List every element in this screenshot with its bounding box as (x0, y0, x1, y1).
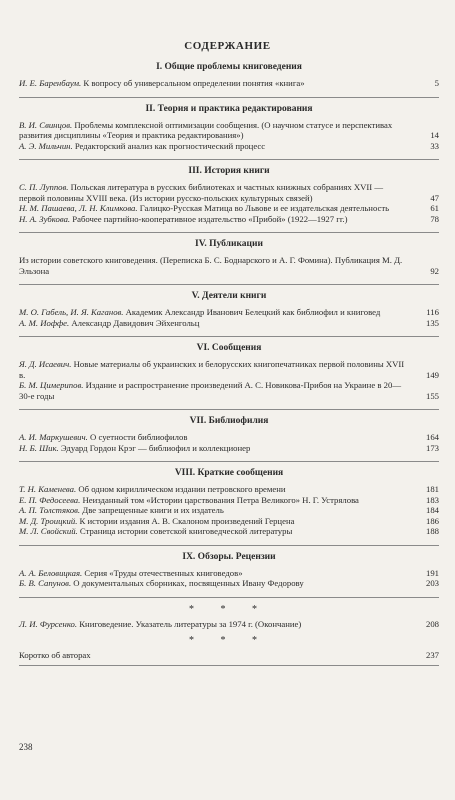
entry-title: Проблемы комплексной оптимизации сообщения. (О научном статусе и перспективах развития дисциплины «Теория и практика редактирования») (19, 119, 393, 140)
toc-entry (19, 432, 439, 443)
entry-page: 203 (425, 578, 439, 588)
entry-page: 92 (430, 265, 439, 276)
entry-text (19, 255, 411, 276)
toc-section (19, 166, 439, 224)
entry-title: Серия «Труды отечественных книговедов» (82, 567, 243, 578)
entry-author: И. Е. Баренбаум. (19, 78, 82, 88)
section-divider (19, 597, 439, 598)
entry-page: 188 (425, 526, 439, 536)
entry-text (19, 214, 411, 225)
entry-text (19, 505, 411, 516)
entry-text (19, 380, 411, 401)
entry-text (19, 650, 411, 661)
entry-author: Е. П. Федосеева. (19, 494, 81, 505)
entry-author: Л. И. Фурсенко. (19, 618, 78, 629)
entry-text (19, 359, 411, 380)
entry-page: 78 (430, 213, 439, 224)
entry-title: Эдуард Гордон Крэг — библиофил и коллекционер (58, 442, 251, 453)
entry-author: М. Д. Троицкий. (19, 515, 78, 526)
entry-title: Новые материалы об украинских и белорусских книгопечатниках первой половины XVII в. (19, 359, 405, 380)
toc-entry (19, 516, 439, 527)
section-divider (19, 159, 439, 160)
entry-page: 61 (430, 203, 439, 213)
entry-title: Галицко-Русская Матица во Львове и ее издательская деятельность (137, 203, 390, 213)
page-title: СОДЕРЖАНИЕ (184, 40, 271, 52)
section-heading: III. История книги (188, 166, 270, 176)
entry-text (19, 307, 411, 318)
toc-entry (19, 120, 439, 141)
toc-section (19, 343, 439, 401)
toc-entry (19, 650, 439, 661)
entry-page: 155 (425, 390, 439, 401)
toc-entry (19, 568, 439, 579)
entry-author: А. Э. Мильчин. (19, 140, 73, 151)
page-number: 238 (19, 742, 33, 752)
entry-text (19, 526, 411, 537)
toc-section (19, 239, 439, 276)
entry-text (19, 619, 411, 630)
entry-text (19, 443, 411, 454)
entry-title: К истории издания А. В. Скалоном произведений Герцена (77, 515, 295, 526)
entry-title: Страница истории советской книговедческой литературы (77, 526, 293, 536)
toc-entry (19, 578, 439, 589)
entry-page: 116 (426, 307, 439, 317)
toc-entry (19, 182, 439, 203)
entry-page: 183 (425, 494, 439, 505)
entry-title: Две запрещенные книги и их издатель (80, 505, 224, 515)
entry-text (19, 318, 411, 329)
entry-text (19, 578, 411, 589)
entry-text (19, 120, 411, 141)
section-heading: IX. Обзоры. Рецензии (182, 551, 276, 562)
entry-title: Неизданный том «Истории царствования Петра Великого» Н. Г. Устрялова (80, 494, 359, 505)
entry-text (19, 182, 411, 203)
section-heading: IV. Публикации (195, 239, 263, 249)
entry-title: Польская литература в русских библиотеках и частных книжных собраниях XVII — первой половины XVIII века. (Из истории русско-польских культурных связей) (19, 182, 384, 203)
entry-page: 173 (425, 442, 439, 453)
entry-author: М. О. Габель, И. Я. Каганов. (19, 307, 124, 317)
toc-list (19, 62, 439, 672)
section-heading: VII. Библиофилия (189, 416, 269, 426)
entry-text (19, 141, 411, 152)
separator-stars: * * * (189, 635, 269, 646)
entry-author: А. А. Беловицкая. (19, 567, 83, 578)
entry-text (19, 568, 411, 579)
toc-entry (19, 255, 439, 276)
entry-text (19, 203, 411, 214)
entry-text (19, 484, 411, 495)
entry-author: Я. Д. Исаевич. (19, 359, 72, 369)
section-divider (19, 545, 439, 546)
entry-text (19, 78, 411, 89)
entry-title: Из истории советского книговедения. (Переписка Б. С. Боднарского и А. Г. Фомина). Публикация М. Д. Эльзона (19, 255, 403, 276)
entry-page: 186 (425, 515, 439, 526)
section-heading: II. Теория и практика редактирования (145, 103, 313, 114)
entry-author: А. И. Маркушевич. (19, 432, 88, 442)
entry-page: 33 (430, 140, 439, 151)
toc-entry (19, 203, 439, 214)
toc-entry (19, 619, 439, 630)
entry-text (19, 495, 411, 506)
entry-author: А. П. Толстяков. (19, 505, 81, 515)
toc-entry (19, 78, 439, 89)
entry-author: Н. Б. Шик. (19, 442, 59, 453)
section-heading: VIII. Краткие сообщения (174, 468, 284, 478)
entry-title: Коротко об авторах (19, 650, 91, 660)
entry-page: 135 (425, 317, 439, 328)
toc-section (19, 291, 439, 328)
entry-title: О документальных сборниках, посвященных Ивану Федорову (71, 578, 304, 588)
entry-title: О суетности библиофилов (87, 432, 188, 442)
entry-title: Редакторский анализ как прогностический процесс (72, 140, 266, 151)
section-heading: V. Деятели книги (191, 291, 267, 301)
toc-entry (19, 505, 439, 516)
toc-entry (19, 526, 439, 537)
entry-text (19, 516, 411, 527)
entry-title: Рабочее партийно-кооперативное издательство «Прибой» (1922—1927 гг.) (70, 213, 348, 224)
entry-author: Б. М. Цимерипов. (19, 380, 84, 390)
entry-title: Александр Давидович Эйхенгольц (69, 317, 200, 328)
entry-author: Н. А. Зубкова. (19, 213, 71, 224)
entry-author: Н. М. Пашаева, Л. Н. Климкова. (19, 203, 138, 213)
entry-author: Б. В. Сапунов. (19, 578, 72, 588)
toc-entry (19, 380, 439, 401)
toc-section (19, 468, 439, 537)
section-divider (19, 461, 439, 462)
toc-entry (19, 359, 439, 380)
toc-section (19, 552, 439, 589)
entry-author: В. И. Свинцов. (19, 119, 73, 130)
entry-page: 208 (425, 618, 439, 629)
toc-entry (19, 495, 439, 506)
entry-page: 184 (425, 505, 439, 515)
section-divider (19, 336, 439, 337)
entry-page: 191 (425, 567, 439, 578)
entry-page: 14 (430, 130, 439, 140)
entry-page: 181 (425, 484, 439, 494)
toc-section (19, 104, 439, 152)
entry-page: 5 (434, 78, 439, 88)
entry-title: Книговедение. Указатель литературы за 1974 г. (Окончание) (77, 618, 302, 629)
section-heading: I. Общие проблемы книговедения (156, 62, 302, 72)
entry-title: К вопросу об универсальном определении понятия «книга» (81, 78, 305, 88)
entry-title: Издание и распространение произведений А. С. Новикова-Прибоя на Украине в 20—30-е годы (19, 380, 402, 401)
toc-entry (19, 318, 439, 329)
separator-stars: * * * (189, 603, 269, 615)
bottom-divider (19, 665, 439, 666)
entry-author: Т. Н. Каменева. (19, 484, 77, 494)
section-divider (19, 97, 439, 98)
toc-entry (19, 443, 439, 454)
entry-page: 237 (425, 650, 439, 660)
entry-author: М. Л. Свойский. (19, 526, 78, 536)
section-heading: VI. Сообщения (196, 343, 262, 353)
toc-entry (19, 307, 439, 318)
toc-entry (19, 484, 439, 495)
entry-author: А. М. Иоффе. (19, 317, 70, 328)
toc-section (19, 62, 439, 89)
entry-title: Академик Александр Иванович Белецкий как библиофил и книговед (123, 307, 381, 317)
entry-title: Об одном кириллическом издании петровского времени (76, 484, 286, 494)
section-divider (19, 409, 439, 410)
section-divider (19, 284, 439, 285)
entry-page: 164 (425, 432, 439, 442)
toc-entry (19, 141, 439, 152)
entry-page: 149 (425, 369, 439, 380)
section-divider (19, 232, 439, 233)
entry-text (19, 432, 411, 443)
toc-entry (19, 214, 439, 225)
toc-section (19, 416, 439, 453)
entry-page: 47 (430, 192, 439, 203)
entry-author: С. П. Луппов. (19, 182, 69, 192)
